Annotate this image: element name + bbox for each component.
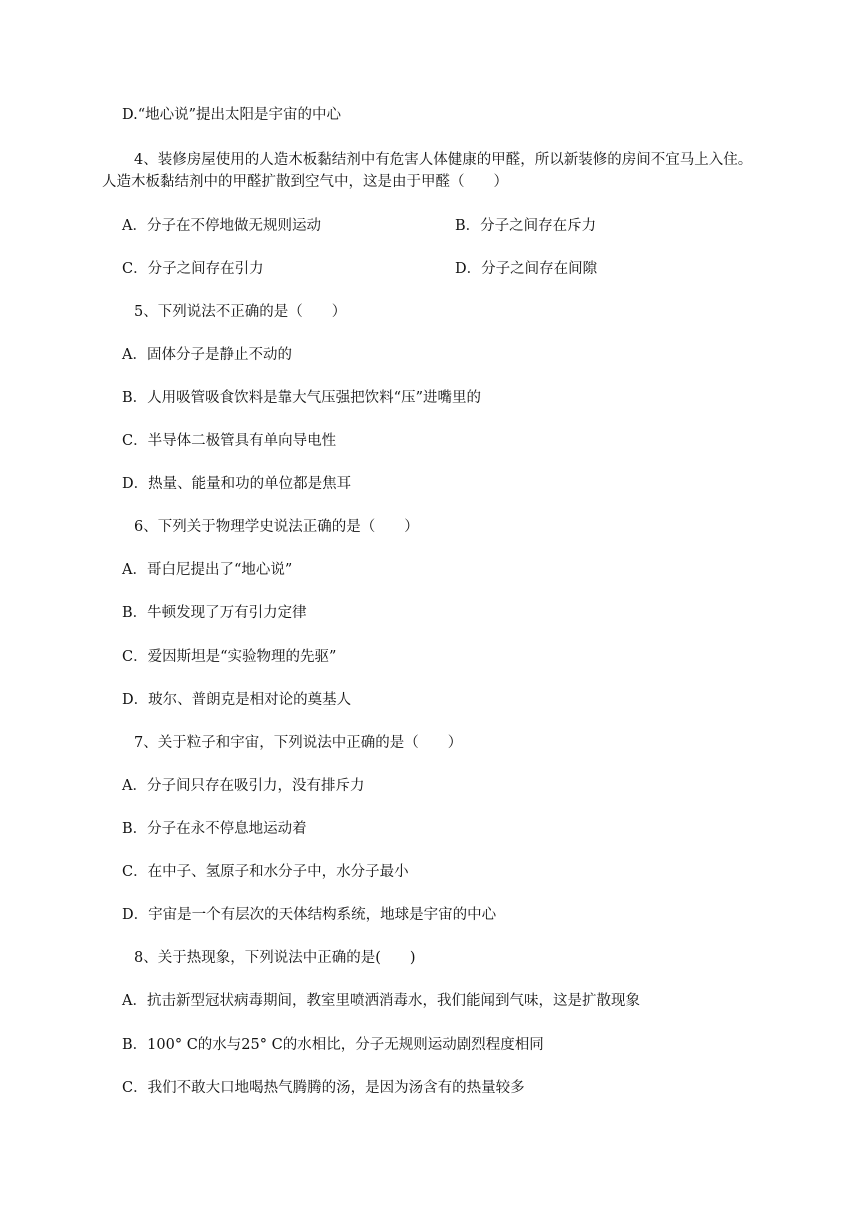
q8-option-c: C．我们不敢大口地喝热气腾腾的汤，是因为汤含有的热量较多 — [122, 1080, 525, 1096]
q4-option-b: B．分子之间存在斥力 — [455, 218, 597, 234]
q7-option-c: C．在中子、氢原子和水分子中，水分子最小 — [122, 864, 409, 880]
q8-stem: 8、关于热现象，下列说法中正确的是( ) — [134, 950, 416, 966]
q5-option-c: C．半导体二极管具有单向导电性 — [122, 433, 337, 449]
q5-option-a: A．固体分子是静止不动的 — [122, 347, 292, 363]
q4-stem-line1: 4、装修房屋使用的人造木板黏结剂中有危害人体健康的甲醛，所以新装修的房间不宜马上入住。 — [134, 152, 753, 168]
q4-option-a: A．分子在不停地做无规则运动 — [122, 218, 321, 234]
q6-stem: 6、下列关于物理学史说法正确的是（ ） — [134, 519, 419, 535]
q5-stem: 5、下列说法不正确的是（ ） — [134, 304, 347, 320]
q5-option-b: B．人用吸管吸食饮料是靠大气压强把饮料“压”进嘴里的 — [122, 390, 481, 406]
q6-option-b: B．牛顿发现了万有引力定律 — [122, 605, 307, 621]
q4-option-d: D．分子之间存在间隙 — [455, 261, 598, 277]
q7-option-d: D．宇宙是一个有层次的天体结构系统，地球是宇宙的中心 — [122, 907, 497, 923]
q7-stem: 7、关于粒子和宇宙，下列说法中正确的是（ ） — [134, 735, 463, 751]
q6-option-d: D．玻尔、普朗克是相对论的奠基人 — [122, 692, 352, 708]
q4-option-c: C．分子之间存在引力 — [122, 261, 264, 277]
q3-option-d: D.“地心说”提出太阳是宇宙的中心 — [122, 107, 342, 123]
q7-option-b: B．分子在永不停息地运动着 — [122, 821, 307, 837]
q6-option-c: C．爱因斯坦是“实验物理的先驱” — [122, 649, 337, 665]
q8-option-b: B．100° C的水与25° C的水相比，分子无规则运动剧烈程度相同 — [122, 1037, 544, 1053]
q6-option-a: A．哥白尼提出了“地心说” — [122, 562, 293, 578]
q5-option-d: D．热量、能量和功的单位都是焦耳 — [122, 476, 352, 492]
q8-option-a: A．抗击新型冠状病毒期间，教室里喷洒消毒水，我们能闻到气味，这是扩散现象 — [122, 993, 640, 1009]
q7-option-a: A．分子间只存在吸引力，没有排斥力 — [122, 778, 365, 794]
q4-stem-line2: 人造木板黏结剂中的甲醛扩散到空气中，这是由于甲醛（ ） — [102, 174, 508, 190]
